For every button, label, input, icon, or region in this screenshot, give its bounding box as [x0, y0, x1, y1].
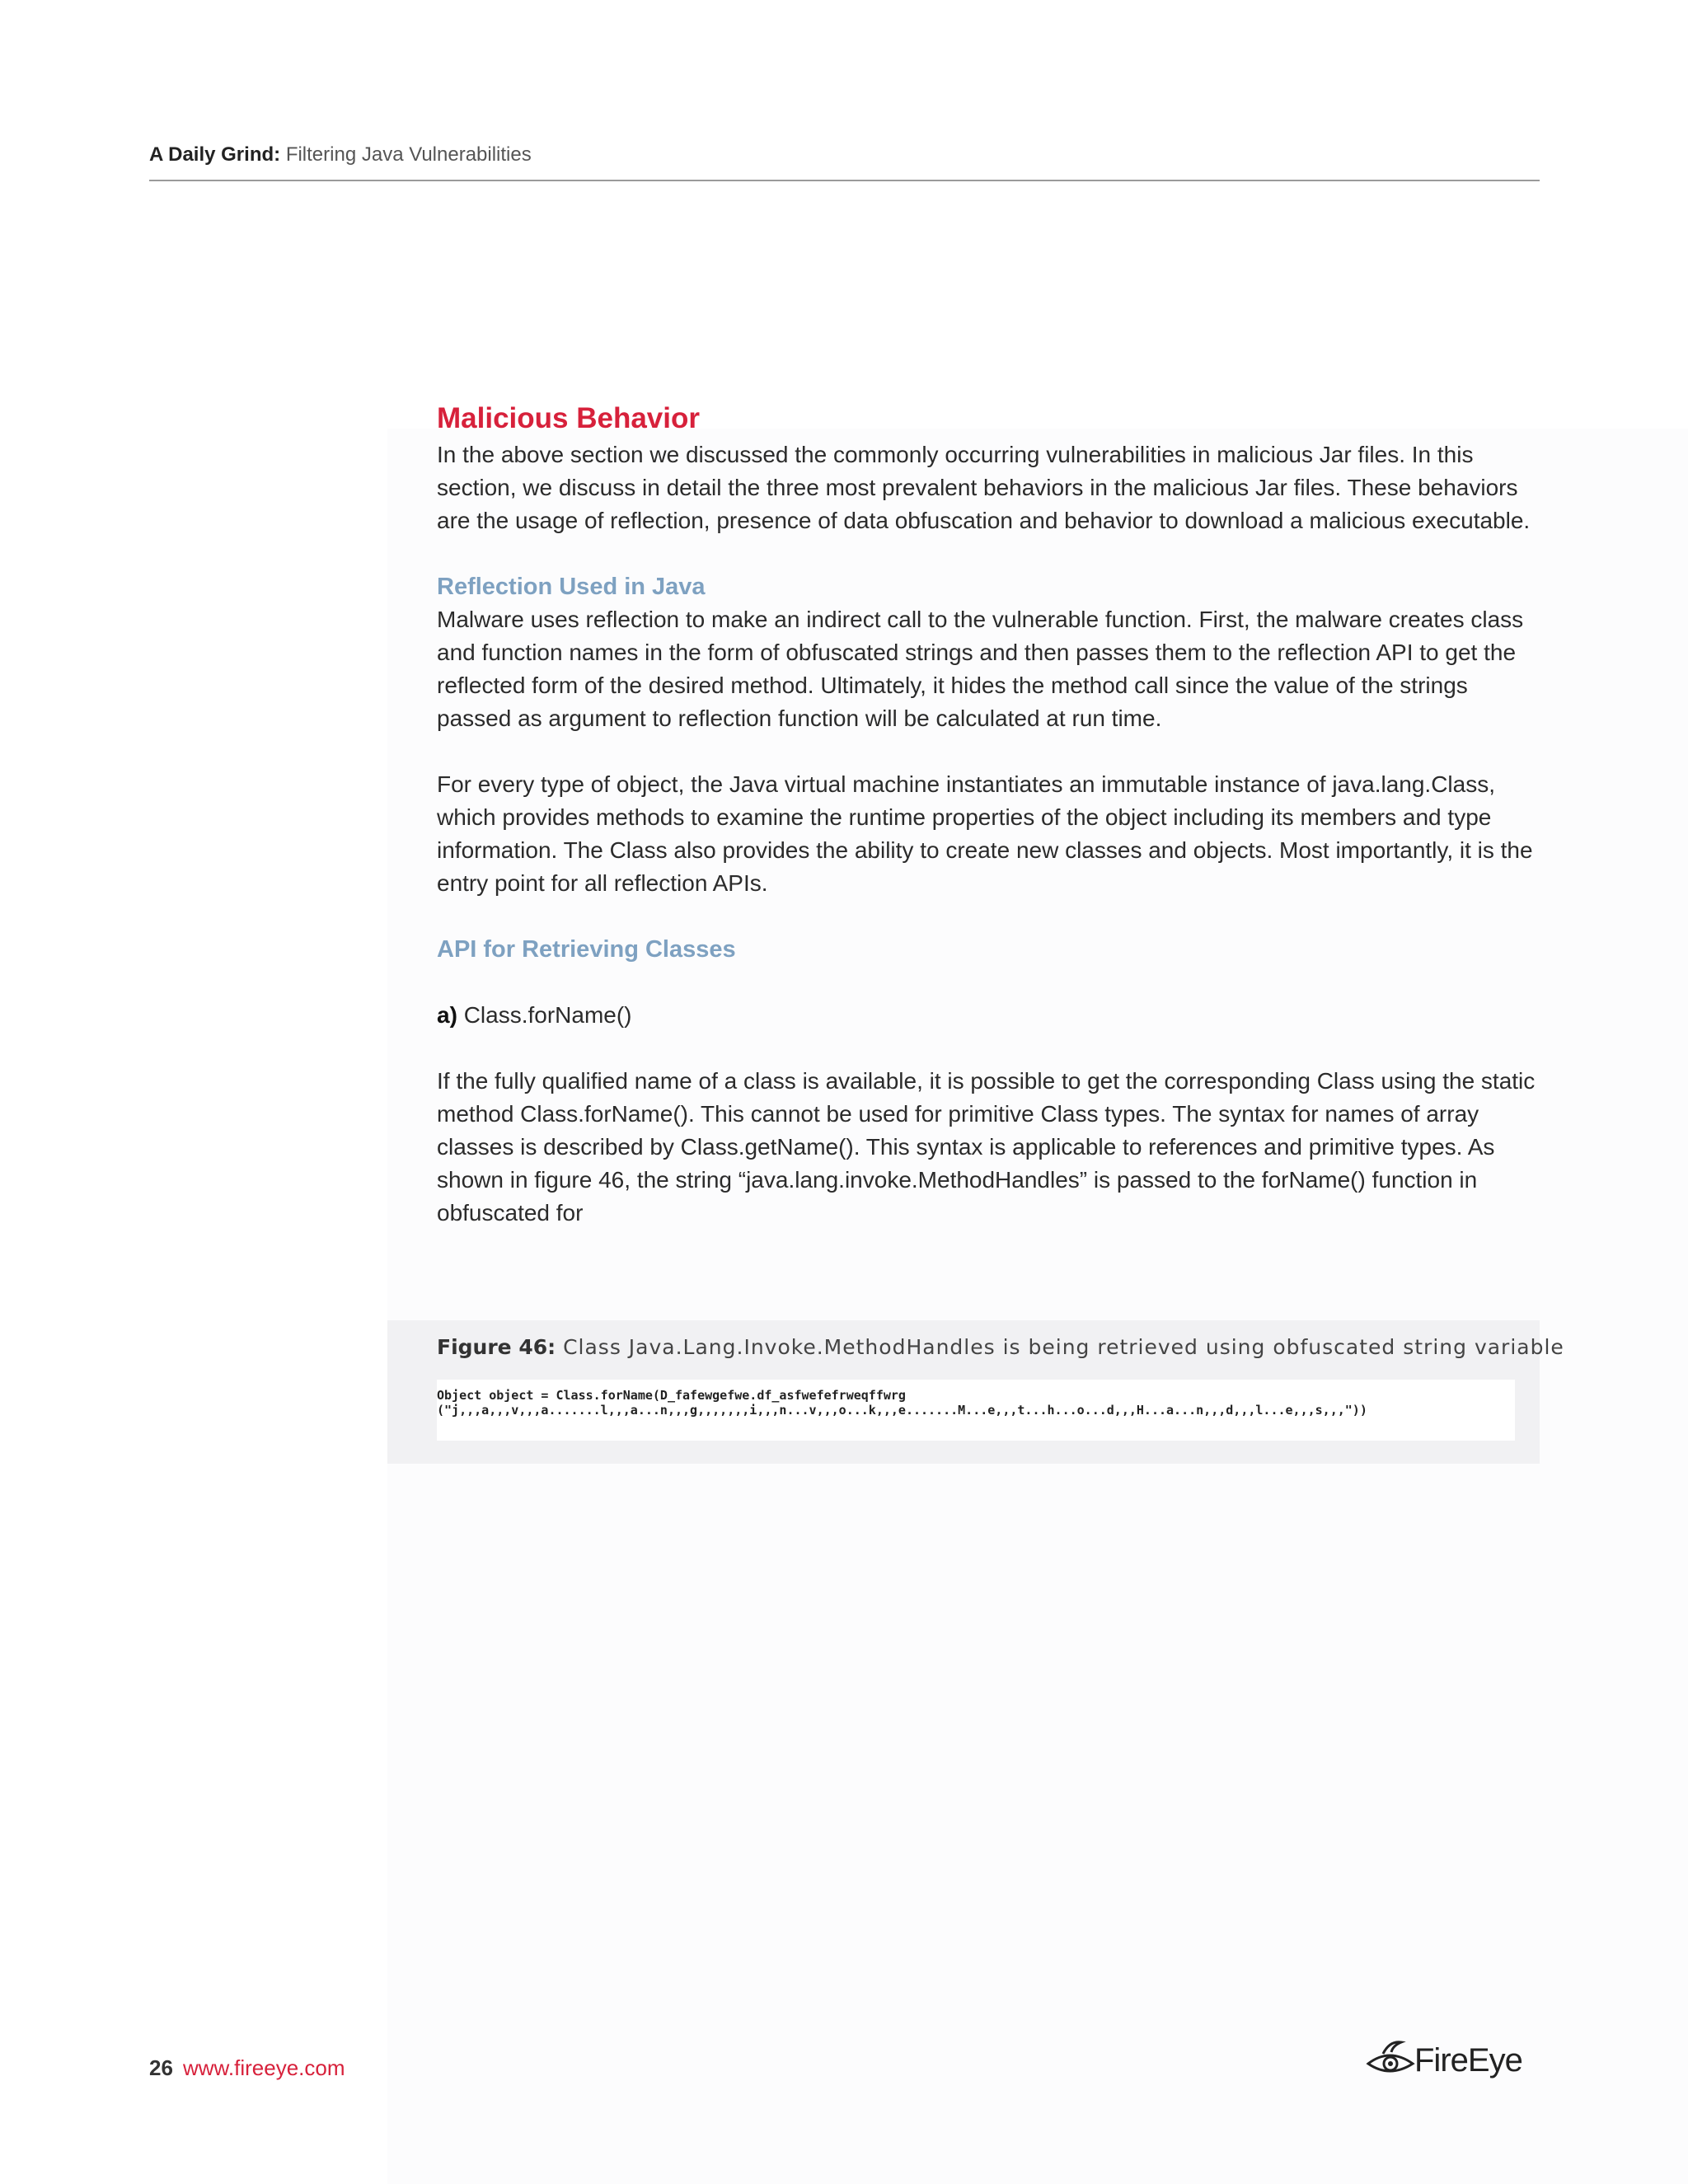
intro-paragraph: In the above section we discussed the commonly occurring vulnerabilities in malicious Jar files. In this section, we discuss in detail the three most prevalent behaviors in the malicious Jar files. These behaviors are the usage of reflection, presence of data obfuscation and behavior to download a malicious executable.: [437, 442, 1531, 533]
running-header: [149, 143, 1540, 166]
api-list-item: [437, 999, 1545, 1032]
code-line-2: ("j,,,a,,,v,,,a.......l,,,a...n,,,g,,,,,,,i,,,n...v,,,o...k,,,e.......M...e,,,t...h...o...d,,,H...a...n,,,d,,,l...e,,,s,,,")): [437, 1403, 1367, 1418]
code-line-1: Object object = Class.forName(D_fafewgefwe.df_asfwefefrweqffwrg: [437, 1388, 906, 1403]
reflection-paragraph-1: Malware uses reflection to make an indirect call to the vulnerable function. First, the malware creates class and function names in the form of obfuscated strings and then passes them to the reflection API to get the reflected form of the desired method. Ultimately, it hides the method call since the value of the strings passed as argument to reflection function will be calculated at run time.: [437, 607, 1524, 731]
figure-label: Figure 46:: [437, 1335, 556, 1359]
footer-url-link[interactable]: www.fireeye.com: [183, 2055, 345, 2080]
fireeye-logo: [1365, 2036, 1541, 2085]
figure-caption: [437, 1335, 1564, 1359]
figure-46: [387, 1320, 1564, 1464]
reflection-paragraph-2: For every type of object, the Java virtual machine instantiates an immutable instance of java.lang.Class, which provides methods to examine the runtime properties of the object including its members and type information. The Class also provides the ability to create new classes and objects. Most importantly, it is the entry point for all reflection APIs.: [437, 771, 1533, 896]
api-heading: API for Retrieving Classes: [437, 936, 736, 963]
eye-icon: [1365, 2039, 1416, 2082]
api-item-text: Class.forName(): [463, 1002, 632, 1028]
code-snippet: [437, 1380, 1515, 1441]
header-divider: [149, 180, 1540, 181]
logo-wordmark: FireEye: [1414, 2042, 1522, 2079]
api-paragraph: If the fully qualified name of a class is available, it is possible to get the corresponding Class using the static method Class.forName(). This cannot be used for primitive Class types. The syntax for names of array classes is described by Class.getName(). This syntax is applicable to references and primitive types. As shown in figure 46, the string “java.lang.invoke.MethodHandles” is passed to the forName() function in obfuscated for: [437, 1068, 1536, 1226]
section-heading: Malicious Behavior: [437, 402, 700, 434]
api-item-label: a): [437, 1002, 457, 1028]
page-number: 26: [149, 2055, 173, 2080]
figure-caption-text: Class Java.Lang.Invoke.MethodHandles is being retrieved using obfuscated string variable: [563, 1335, 1564, 1359]
header-title-bold: A Daily Grind:: [149, 143, 281, 166]
reflection-heading: Reflection Used in Java: [437, 574, 706, 600]
header-title-light: Filtering Java Vulnerabilities: [285, 143, 532, 166]
main-content: [437, 399, 1545, 1230]
